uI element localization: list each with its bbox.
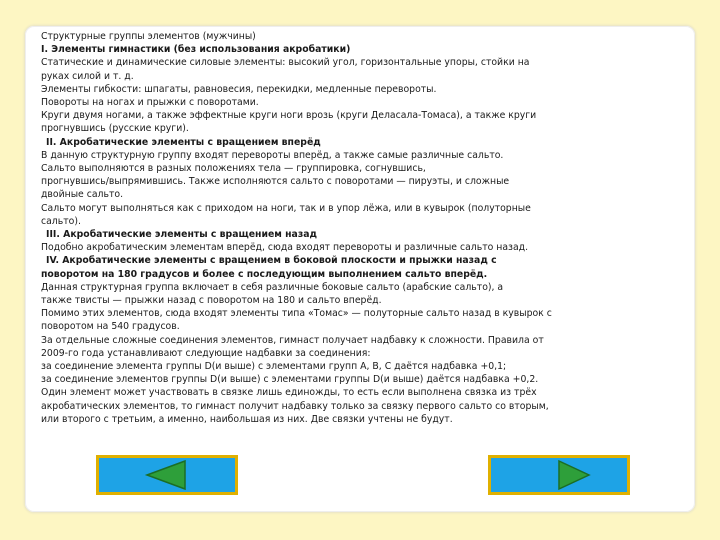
text-line: прогнувшись/выпрямившись. Также исполняются сальто с поворотами — пируэты, и сложные — [41, 176, 510, 188]
section-heading: I. Элементы гимнастики (без использования акробатики) — [41, 44, 351, 56]
text-line: или второго с третьим, а именно, наибольшая из них. Две связки учтены не будут. — [41, 413, 453, 425]
text-line: Помимо этих элементов, сюда входят элементы типа «Томас» — полуторные сальто назад в кувырок с — [41, 308, 552, 320]
text-line: Повороты на ногах и прыжки с поворотами. — [41, 97, 259, 109]
text-line: за соединение элементов группы D(и выше) с элементами группы D(и выше) даётся надбавка +0,2. — [41, 374, 539, 386]
text-line: Круги двумя ногами, а также эффектные круги ноги врозь (круги Деласала-Томаса), а также круги — [41, 110, 537, 122]
document-text — [41, 30, 641, 426]
section-heading: III. Акробатические элементы с вращением назад — [46, 229, 318, 241]
text-line: за соединение элемента группы D(и выше) с элементами групп А, В, С даётся надбавка +0,1; — [41, 361, 507, 373]
text-line: акробатических элементов, то гимнаст получит надбавку только за связку первого сальто со вторым, — [41, 400, 549, 412]
text-line: Структурные группы элементов (мужчины) — [41, 31, 256, 42]
triangle-right-icon — [491, 458, 627, 492]
text-line: Сальто выполняются в разных положениях тела — группировка, согнувшись, — [41, 163, 426, 175]
text-line: поворотом на 540 градусов. — [41, 321, 180, 333]
text-line: также твисты — прыжки назад с поворотом на 180 и сальто вперёд. — [41, 295, 382, 307]
text-line: В данную структурную группу входят перевороты вперёд, а также самые различные сальто. — [41, 149, 504, 161]
text-line: Статические и динамические силовые элементы: высокий угол, горизонтальные упоры, стойки на — [41, 57, 530, 69]
text-line: двойные сальто. — [41, 189, 124, 201]
text-line: Один элемент может участвовать в связке лишь единожды, то есть если выполнена связка из трёх — [41, 387, 537, 399]
text-line: Сальто могут выполняться как с приходом на ноги, так и в упор лёжа, или в кувырок (полуторные — [41, 202, 531, 214]
triangle-left-icon — [99, 458, 235, 492]
text-line: Данная структурная группа включает в себя различные боковые сальто (арабские сальто), а — [41, 281, 504, 293]
text-line: руках силой и т. д. — [41, 70, 134, 82]
text-line: прогнувшись (русские круги). — [41, 123, 189, 135]
text-line: 2009-го года устанавливают следующие надбавки за соединения: — [41, 347, 371, 359]
text-line: Элементы гибкости: шпагаты, равновесия, перекидки, медленные перевороты. — [41, 83, 437, 95]
text-line: За отдельные сложные соединения элементов, гимнаст получает надбавку к сложности. Правила от — [41, 334, 544, 346]
section-heading: IV. Акробатические элементы с вращением в боковой плоскости и прыжки назад с — [46, 255, 497, 267]
section-heading: II. Акробатические элементы с вращением вперёд — [46, 136, 321, 148]
previous-slide-button[interactable] — [96, 455, 238, 495]
next-slide-button[interactable] — [488, 455, 630, 495]
text-line: Подобно акробатическим элементам вперёд, сюда входят перевороты и различные сальто назад. — [41, 242, 529, 254]
section-heading: поворотом на 180 градусов и более с последующим выполнением сальто вперёд. — [41, 268, 488, 280]
text-line: сальто). — [41, 215, 81, 227]
